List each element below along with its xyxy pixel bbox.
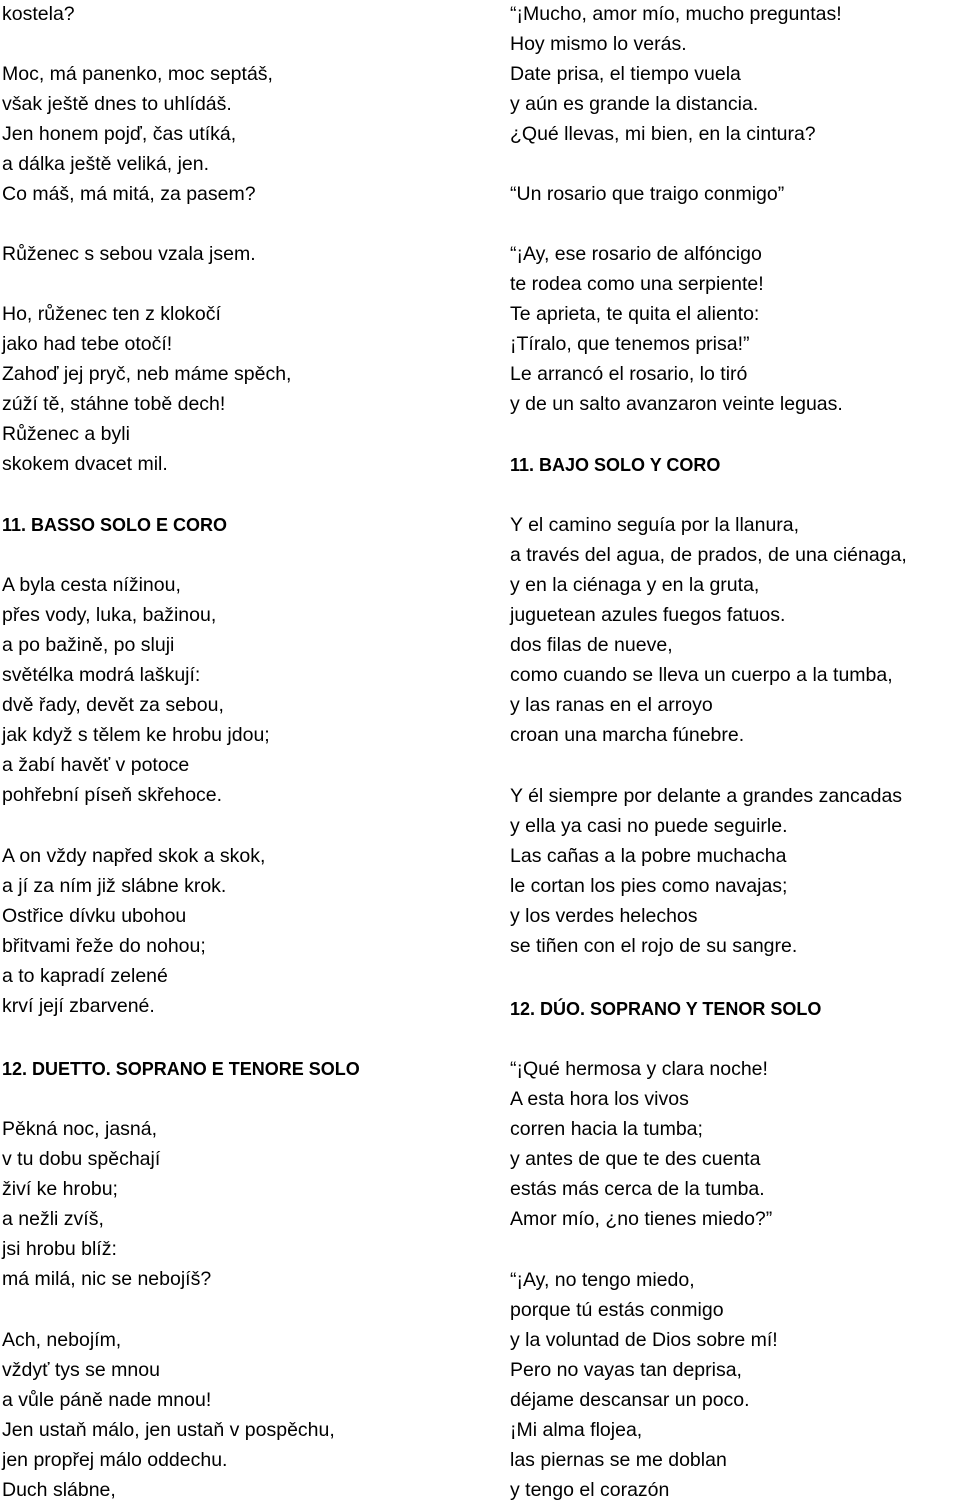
text-line: y los verdes helechos [510,905,698,927]
text-line: como cuando se lleva un cuerpo a la tumba, [510,664,893,686]
text-line: Ostřice dívku ubohou [2,905,187,927]
text-line: Růženec s sebou vzala jsem. [2,243,256,265]
text-line: jak když s tělem ke hrobu jdou; [2,724,270,746]
text-line: croan una marcha fúnebre. [510,724,745,746]
text-line: y de un salto avanzaron veinte leguas. [510,393,843,415]
text-line: ¿Qué llevas, mi bien, en la cintura? [510,123,816,145]
text-line: zúží tě, stáhne tobě dech! [2,393,226,415]
text-line: Růženec a byli [2,423,130,445]
section-heading: 12. DUETTO. SOPRANO E TENORE SOLO [2,1059,360,1079]
text-line: Ach, nebojím, [2,1329,122,1351]
text-line: má milá, nic se nebojíš? [2,1268,212,1290]
text-line: A byla cesta nížinou, [2,574,181,596]
text-line: Pěkná noc, jasná, [2,1118,158,1140]
text-line: te rodea como una serpiente! [510,273,764,295]
text-line: Pero no vayas tan deprisa, [510,1359,742,1381]
text-line: v tu dobu spěchají [2,1148,161,1170]
section-heading: 11. BASSO SOLO E CORO [2,515,228,535]
text-line: A esta hora los vivos [510,1088,689,1110]
text-line: Jen honem pojď, čas utíká, [2,123,237,145]
text-line: “¡Ay, ese rosario de alfóncigo [510,243,762,265]
text-line: a to kapradí zelené [2,965,168,987]
text-line: jako had tebe otočí! [2,333,173,355]
text-line: “¡Mucho, amor mío, mucho preguntas! [510,3,842,25]
text-line: y tengo el corazón [510,1479,670,1501]
text-line: a jí za ním již slábne krok. [2,875,227,897]
text-line: světélka modrá laškují: [2,664,201,686]
text-line: Y él siempre por delante a grandes zancadas [510,785,903,807]
text-line: Las cañas a la pobre muchacha [510,845,787,867]
text-line: las piernas se me doblan [510,1449,727,1471]
text-line: ¡Mi alma flojea, [510,1419,643,1441]
text-line: jen propřej málo oddechu. [2,1449,228,1471]
text-line: y las ranas en el arroyo [510,694,713,716]
text-line: Amor mío, ¿no tienes miedo?” [510,1208,773,1230]
text-line: Co máš, má mitá, za pasem? [2,183,256,205]
text-line: skokem dvacet mil. [2,453,168,475]
text-line: Ho, růženec ten z klokočí [2,303,221,325]
text-line: “¡Qué hermosa y clara noche! [510,1058,768,1080]
text-line: déjame descansar un poco. [510,1389,750,1411]
text-line: Zahoď jej pryč, neb máme spěch, [2,363,292,385]
text-line: “Un rosario que traigo conmigo” [510,183,785,205]
text-line: živí ke hrobu; [2,1178,118,1200]
text-line: juguetean azules fuegos fatuos. [510,604,786,626]
text-line: Hoy mismo lo verás. [510,33,687,55]
text-line: ¡Tíralo, que tenemos prisa!” [510,333,750,355]
text-line: pohřební píseň skřehoce. [2,784,223,806]
text-line: jsi hrobu blíž: [2,1238,117,1260]
text-line: y la voluntad de Dios sobre mí! [510,1329,778,1351]
section-heading: 11. BAJO SOLO Y CORO [510,455,721,475]
text-line: vždyť tys se mnou [2,1359,160,1381]
text-line: y en la ciénaga y en la gruta, [510,574,760,596]
text-line: a vůle páně nade mnou! [2,1389,212,1411]
text-line: y antes de que te des cuenta [510,1148,761,1170]
text-line: porque tú estás conmigo [510,1299,724,1321]
text-line: a través del agua, de prados, de una ciénaga, [510,544,907,566]
text-line: však ještě dnes to uhlídáš. [2,93,232,115]
text-line: Le arrancó el rosario, lo tiró [510,363,748,385]
text-line: A on vždy napřed skok a skok, [2,845,266,867]
text-line: “¡Ay, no tengo miedo, [510,1269,695,1291]
text-line: a žabí havěť v potoce [2,754,190,776]
text-line: se tiñen con el rojo de su sangre. [510,935,798,957]
text-line: Moc, má panenko, moc septáš, [2,63,273,85]
text-line: y aún es grande la distancia. [510,93,759,115]
section-heading: 12. DÚO. SOPRANO Y TENOR SOLO [510,999,822,1019]
text-line: Duch slábne, [2,1479,116,1501]
text-line: a dálka ještě veliká, jen. [2,153,210,175]
text-line: dvě řady, devět za sebou, [2,694,224,716]
text-line: y ella ya casi no puede seguirle. [510,815,788,837]
text-line: krví její zbarvené. [2,995,155,1017]
text-line: břitvami řeže do nohou; [2,935,206,957]
text-line: corren hacia la tumba; [510,1118,703,1140]
text-line: Date prisa, el tiempo vuela [510,63,741,85]
text-line: estás más cerca de la tumba. [510,1178,765,1200]
text-line: a po bažině, po sluji [2,634,175,656]
text-line: Te aprieta, te quita el aliento: [510,303,760,325]
text-line: a nežli zvíš, [2,1208,104,1230]
text-line: přes vody, luka, bažinou, [2,604,217,626]
text-line: Jen ustaň málo, jen ustaň v pospěchu, [2,1419,335,1441]
text-line: kostela? [2,3,75,25]
text-line: le cortan los pies como navajas; [510,875,788,897]
text-line: Y el camino seguía por la llanura, [510,514,800,536]
text-line: dos filas de nueve, [510,634,673,656]
